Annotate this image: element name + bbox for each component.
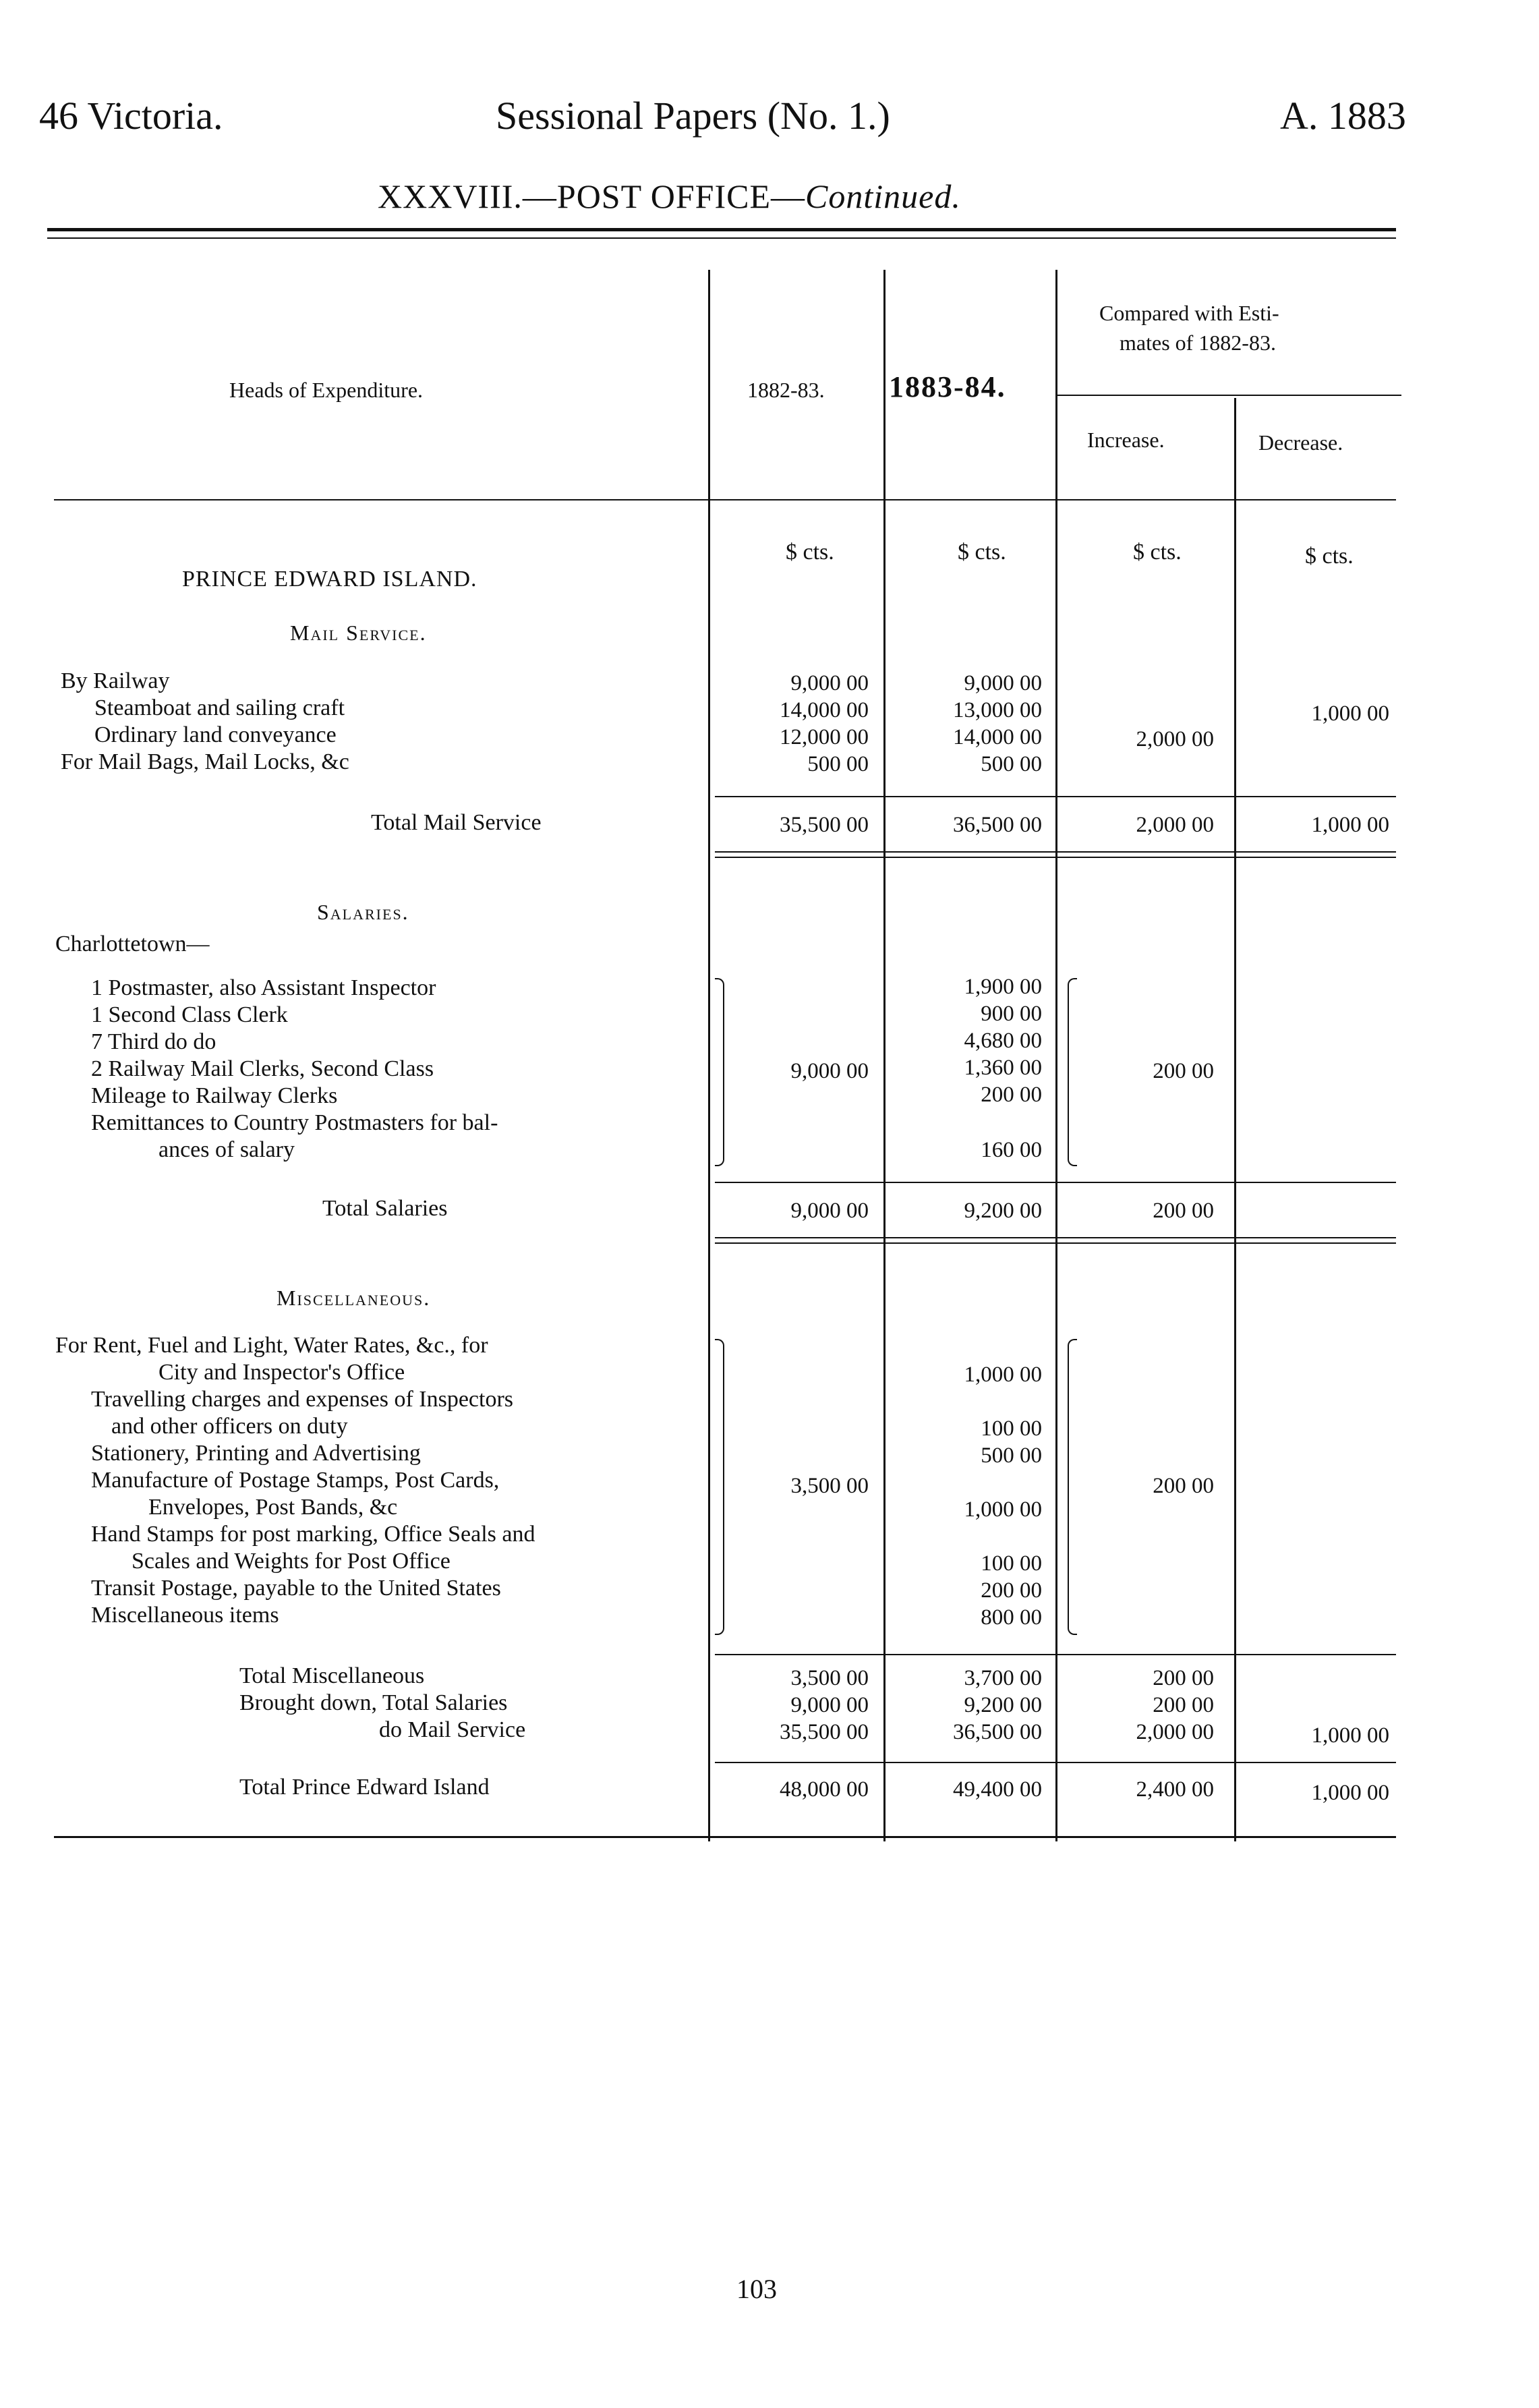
summary-label: Brought down, Total Salaries	[239, 1690, 508, 1715]
currency-2: $ cts.	[958, 540, 1006, 565]
mail-increase: 2,000 00	[1136, 727, 1214, 751]
currency-1: $ cts.	[786, 540, 834, 565]
salary-item: Remittances to Country Postmasters for bal-	[91, 1110, 498, 1135]
grand-total-y1: 48,000 00	[780, 1777, 869, 1802]
summary-increase: 200 00	[1153, 1666, 1214, 1690]
rule	[715, 1182, 1396, 1183]
col-decrease: Decrease.	[1258, 430, 1343, 455]
page-number: 103	[736, 2274, 777, 2304]
currency-3: $ cts.	[1133, 540, 1182, 565]
salaries-y2: 4,680 00	[964, 1029, 1042, 1053]
mail-total-increase: 2,000 00	[1136, 813, 1214, 837]
grand-total-label: Total Prince Edward Island	[239, 1775, 490, 1800]
mail-y2: 9,000 00	[964, 671, 1042, 695]
summary-label: do Mail Service	[379, 1717, 526, 1742]
col-1883-84: 1883-84.	[889, 370, 1006, 403]
misc-item: City and Inspector's Office	[158, 1360, 405, 1385]
header-bottom-rule	[54, 499, 1396, 500]
top-rule-thin	[47, 237, 1396, 239]
grand-total-decrease: 1,000 00	[1311, 1781, 1389, 1805]
salary-item: 7 Third do do	[91, 1029, 216, 1054]
salaries-y2: 900 00	[981, 1002, 1042, 1026]
misc-item: Stationery, Printing and Advertising	[91, 1441, 421, 1466]
summary-y2: 9,200 00	[964, 1693, 1042, 1717]
misc-y1: 3,500 00	[790, 1474, 869, 1498]
salary-item: 1 Postmaster, also Assistant Inspector	[91, 975, 436, 1000]
rule	[715, 851, 1396, 853]
salaries-place: Charlottetown—	[55, 931, 210, 956]
misc-title: Miscellaneous.	[277, 1286, 431, 1310]
salary-item: ances of salary	[158, 1137, 295, 1162]
misc-y2: 800 00	[981, 1605, 1042, 1630]
salaries-title: Salaries.	[317, 900, 409, 924]
mail-y1: 12,000 00	[780, 725, 869, 749]
top-rule	[47, 228, 1396, 231]
misc-item: Hand Stamps for post marking, Office Seals and	[91, 1522, 535, 1547]
salaries-total-label: Total Salaries	[322, 1196, 448, 1221]
mail-y2: 13,000 00	[953, 698, 1042, 722]
summary-decrease: 1,000 00	[1311, 1723, 1389, 1748]
col-increase: Increase.	[1087, 428, 1165, 452]
misc-item: Envelopes, Post Bands, &c	[148, 1495, 398, 1520]
mail-item: Steamboat and sailing craft	[94, 695, 345, 720]
grand-total-increase: 2,400 00	[1136, 1777, 1214, 1802]
summary-y1: 35,500 00	[780, 1720, 869, 1744]
summary-y2: 36,500 00	[953, 1720, 1042, 1744]
heads-of-expenditure: Heads of Expenditure.	[229, 378, 424, 402]
brace	[715, 978, 724, 1166]
salaries-y2: 1,900 00	[964, 975, 1042, 999]
brace	[715, 1339, 724, 1635]
mail-total-y1: 35,500 00	[780, 813, 869, 837]
salaries-total-increase: 200 00	[1153, 1199, 1214, 1223]
misc-item: and other officers on duty	[111, 1414, 348, 1439]
misc-increase: 200 00	[1153, 1474, 1214, 1498]
compared-line2: mates of 1882-83.	[1120, 331, 1276, 355]
misc-y2: 1,000 00	[964, 1497, 1042, 1522]
misc-y2: 100 00	[981, 1416, 1042, 1441]
mail-y1: 14,000 00	[780, 698, 869, 722]
compared-line1: Compared with Esti-	[1099, 301, 1279, 325]
salaries-y2: 160 00	[981, 1138, 1042, 1162]
summary-y1: 3,500 00	[790, 1666, 869, 1690]
rule	[715, 1242, 1396, 1244]
summary-label: Total Miscellaneous	[239, 1663, 425, 1688]
misc-item: Transit Postage, payable to the United States	[91, 1576, 501, 1601]
header-right: A. 1883	[1280, 94, 1406, 138]
mail-decrease: 1,000 00	[1311, 701, 1389, 726]
mail-y1: 500 00	[807, 752, 869, 776]
grand-total-y2: 49,400 00	[953, 1777, 1042, 1802]
summary-increase: 200 00	[1153, 1693, 1214, 1717]
misc-item: For Rent, Fuel and Light, Water Rates, &c., for	[55, 1333, 488, 1358]
salaries-y2: 200 00	[981, 1083, 1042, 1107]
salaries-total-y1: 9,000 00	[790, 1199, 869, 1223]
salaries-y1: 9,000 00	[790, 1059, 869, 1083]
misc-item: Miscellaneous items	[91, 1603, 279, 1628]
mail-total-decrease: 1,000 00	[1311, 813, 1389, 837]
header-left: 46 Victoria.	[39, 94, 223, 138]
misc-item: Scales and Weights for Post Office	[132, 1549, 451, 1574]
salaries-y2: 1,360 00	[964, 1056, 1042, 1080]
rule	[715, 796, 1396, 797]
rule	[715, 857, 1396, 858]
misc-y2: 1,000 00	[964, 1363, 1042, 1387]
col-divider-1	[708, 270, 710, 1841]
salary-item: 1 Second Class Clerk	[91, 1002, 288, 1027]
salary-item: 2 Railway Mail Clerks, Second Class	[91, 1056, 434, 1081]
currency-4: $ cts.	[1305, 544, 1354, 569]
misc-item: Manufacture of Postage Stamps, Post Cards,	[91, 1468, 500, 1493]
mail-y2: 14,000 00	[953, 725, 1042, 749]
col-divider-4	[1234, 398, 1236, 1841]
col-divider-2	[883, 270, 885, 1841]
rule	[715, 1237, 1396, 1238]
mail-y1: 9,000 00	[790, 671, 869, 695]
mail-total-y2: 36,500 00	[953, 813, 1042, 837]
bottom-rule	[54, 1836, 1396, 1838]
misc-item: Travelling charges and expenses of Inspectors	[91, 1387, 514, 1412]
rule	[715, 1762, 1396, 1763]
summary-y1: 9,000 00	[790, 1693, 869, 1717]
mail-item: Ordinary land conveyance	[94, 722, 337, 747]
col-1882-83: 1882-83.	[747, 378, 825, 402]
salaries-increase: 200 00	[1153, 1059, 1214, 1083]
misc-y2: 200 00	[981, 1578, 1042, 1603]
compared-rule	[1057, 395, 1401, 396]
summary-increase: 2,000 00	[1136, 1720, 1214, 1744]
salary-item: Mileage to Railway Clerks	[91, 1083, 338, 1108]
section-title: XXXVIII.—POST OFFICE—Continued.	[378, 177, 961, 215]
mail-total-label: Total Mail Service	[371, 810, 542, 835]
province-title: PRINCE EDWARD ISLAND.	[182, 567, 477, 592]
salaries-total-y2: 9,200 00	[964, 1199, 1042, 1223]
mail-service-title: Mail Service.	[290, 621, 427, 645]
header-center: Sessional Papers (No. 1.)	[496, 94, 890, 138]
rule	[715, 1654, 1396, 1655]
misc-y2: 100 00	[981, 1551, 1042, 1576]
mail-y2: 500 00	[981, 752, 1042, 776]
col-divider-3	[1055, 270, 1057, 1841]
mail-item: For Mail Bags, Mail Locks, &c	[61, 749, 349, 774]
misc-y2: 500 00	[981, 1443, 1042, 1468]
mail-item: By Railway	[61, 668, 170, 693]
summary-y2: 3,700 00	[964, 1666, 1042, 1690]
